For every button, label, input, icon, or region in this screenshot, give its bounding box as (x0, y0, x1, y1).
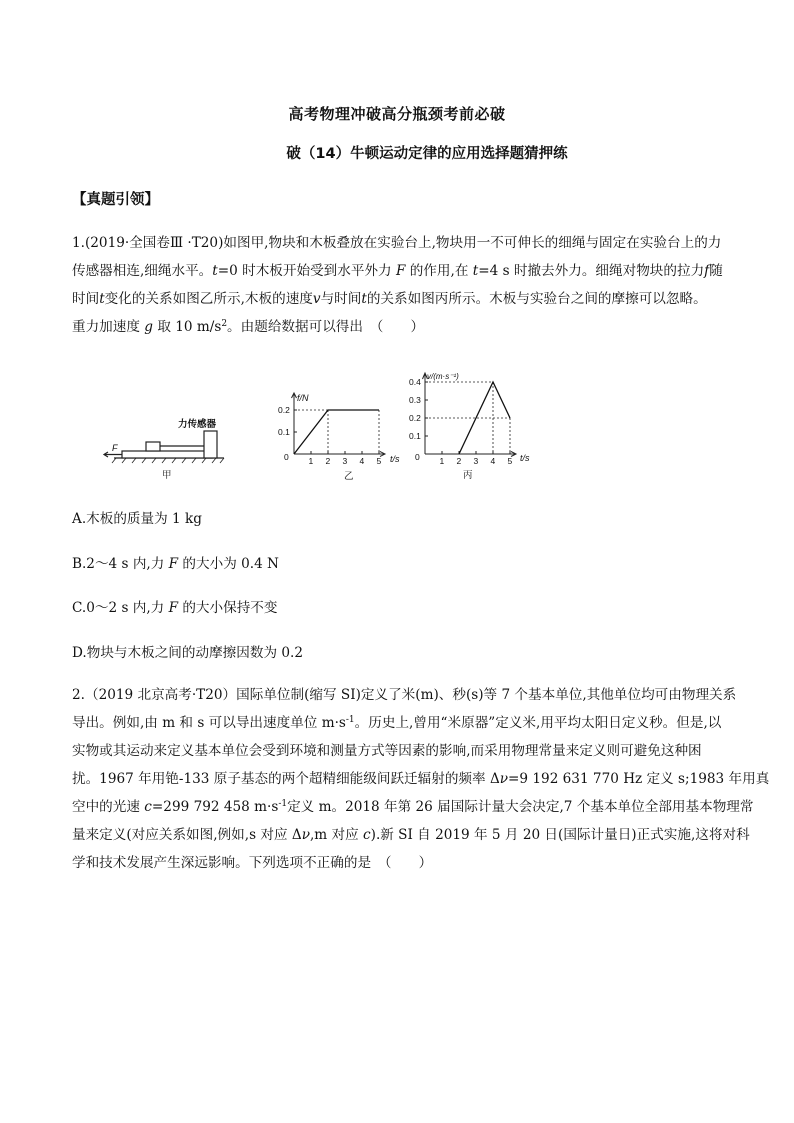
series-line (294, 410, 379, 454)
q1-line-3: 时间t变化的关系如图乙所示,木板的速度v与时间t的关系如图丙所示。木板与实验台之间的摩擦可以忽略。 (72, 291, 707, 307)
y-tick-label: 0.1 (409, 431, 421, 441)
option-a[interactable]: A.木板的质量为 1 kg (72, 511, 202, 527)
q2-line-6: 量来定义(对应关系如图,例如,s 对应 Δν,m 对应 c).新 SI 自 2019 年 5 月 20 日(国际计量日)正式实施,这将对科 (72, 827, 750, 843)
x-tick-label: 3 (342, 456, 348, 466)
x-axis-label: t/s (390, 454, 400, 464)
section-label: 【真题引领】 (72, 192, 159, 208)
x-tick-label: 2 (325, 456, 331, 466)
y-tick-label: 0.1 (278, 427, 290, 437)
document-subtitle: 破（14）牛顿运动定律的应用选择题猜押练 (286, 146, 568, 162)
origin-label: 0 (284, 452, 289, 462)
figure-jia-apparatus (100, 395, 240, 485)
x-tick-label: 4 (359, 456, 365, 466)
y-axis-label: f/N (297, 393, 309, 403)
board (122, 451, 212, 458)
q2-line-3: 实物或其运动来定义基本单位会受到环境和测量方式等因素的影响,而采用物理常量来定义则可避免这种困 (72, 743, 702, 759)
option-c[interactable]: C.0～2 s 内,力 F 的大小保持不变 (72, 600, 278, 616)
y-tick-label: 0.2 (409, 413, 421, 423)
q1-line-1: 1.(2019·全国卷Ⅲ ·T20)如图甲,物块和木板叠放在实验台上,物块用一不可伸长的细绳与固定在实验台上的力 (72, 235, 722, 251)
q2-line-2: 导出。例如,由 m 和 s 可以导出速度单位 $m\cdot s^{-1}$。历史上,曾用“米原器”定义米,用平均太阳日定义秒。但是,以 (72, 715, 722, 731)
x-tick-label: 4 (490, 456, 496, 466)
force-F-label: F (112, 443, 118, 453)
x-tick-label: 1 (308, 456, 314, 466)
force-sensor (204, 431, 217, 458)
question-1-stem (72, 229, 724, 341)
force-sensor-label: 力传感器 (178, 419, 217, 430)
figure-yi-f-t-graph (272, 388, 407, 488)
origin-label: 0 (415, 452, 420, 462)
x-tick-label: 5 (376, 456, 382, 466)
x-tick-label: 1 (439, 456, 445, 466)
x-axis-label: t/s (520, 453, 530, 463)
block (146, 442, 160, 451)
document-title: 高考物理冲破高分瓶颈考前必破 (288, 105, 506, 123)
q2-line-5: 空中的光速 c=299 792 458 $m\cdot s^{-1}$定义 m。2018 年第 26 届国际计量大会决定,7 个基本单位全部用基本物理常 (72, 799, 754, 815)
y-tick-label: 0.3 (409, 395, 421, 405)
y-tick-label: 0.2 (278, 405, 290, 415)
y-axis-label: v/(m·s⁻¹) (427, 372, 459, 381)
figure-yi-caption: 乙 (344, 471, 354, 482)
x-tick-label: 3 (473, 456, 479, 466)
q2-line-4: 扰。1967 年用铯-133 原子基态的两个超精细能级间跃迁辐射的频率 Δν=9 192 631 770 Hz 定义 s;1983 年用真 (72, 771, 770, 787)
q1-line-4: 重力加速度 g 取 10 $m/s^2$。由题给数据可以得出 （ ） (72, 319, 425, 335)
q2-line-7: 学和技术发展产生深远影响。下列选项不正确的是 （ ） (72, 855, 433, 871)
figure-bing-caption: 丙 (463, 470, 473, 481)
figure-bing-v-t-graph (395, 367, 540, 487)
x-tick-label: 5 (507, 456, 513, 466)
q2-line-1: 2.（2019 北京高考·T20）国际单位制(缩写 SI)定义了米(m)、秒(s)等 7 个基本单位,其他单位均可由物理关系 (72, 687, 737, 703)
option-b[interactable]: B.2～4 s 内,力 F 的大小为 0.4 N (72, 556, 279, 572)
option-d[interactable]: D.物块与木板之间的动摩擦因数为 0.2 (72, 645, 303, 661)
question-2-stem (72, 681, 770, 877)
x-tick-label: 2 (456, 456, 462, 466)
q1-line-2: 传感器相连,细绳水平。t=0 时木板开始受到水平外力 F 的作用,在 t=4 s 时撤去外力。细绳对物块的拉力f随 (72, 263, 723, 279)
figure-jia-caption: 甲 (162, 470, 172, 481)
y-tick-label: 0.4 (409, 377, 421, 387)
